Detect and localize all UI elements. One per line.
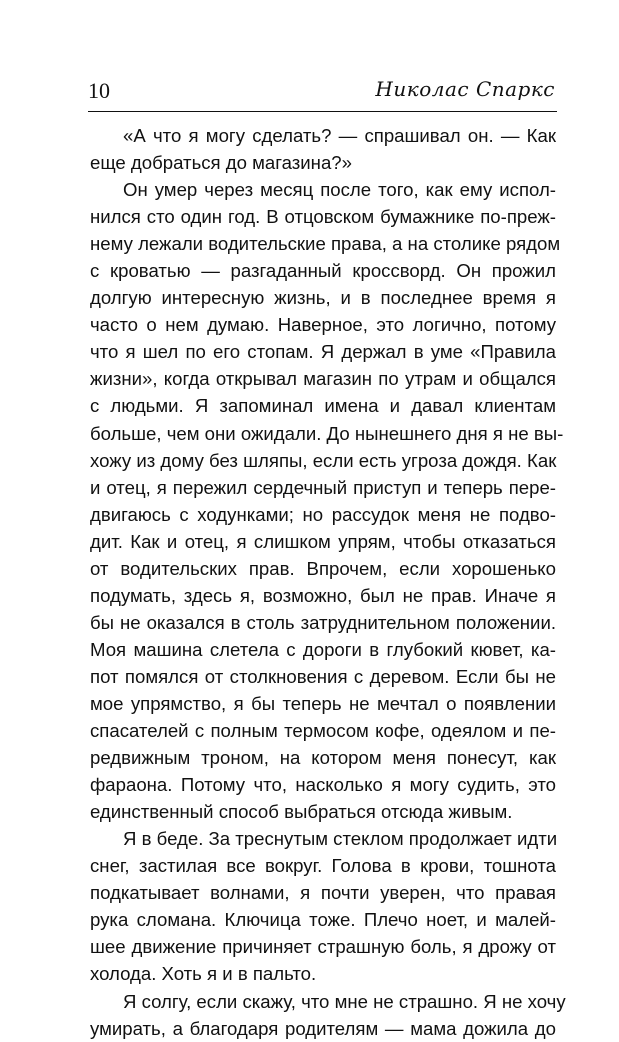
text-line: нился сто один год. В отцовском бумажнике по-преж-	[90, 206, 556, 228]
text-line: фараона. Потому что, насколько я могу судить, это	[90, 774, 556, 796]
text-line: умирать, а благодаря родителям — мама дожила до	[90, 1017, 556, 1039]
text-line: с кроватью — разгаданный кроссворд. Он прожил	[90, 260, 556, 282]
running-head-author: Николас Спаркс	[375, 77, 555, 101]
text-line: подумать, здесь я, возможно, был не прав. Иначе я	[90, 584, 556, 606]
page-number: 10	[88, 78, 110, 103]
text-line: двигаюсь с ходунками; но рассудок меня не подво-	[90, 503, 556, 525]
text-line: дит. Как и отец, я слишком упрям, чтобы отказаться	[90, 530, 556, 552]
paragraph	[90, 176, 564, 825]
text-line: бы не оказался в столь затруднительном положении.	[90, 611, 556, 633]
page-header	[88, 72, 555, 112]
text-line: долгую интересную жизнь, и в последнее время я	[90, 287, 556, 309]
text-line: Моя машина слетела с дороги в глубокий кювет, ка-	[90, 638, 556, 660]
text-line: рука сломана. Ключица тоже. Плечо ноет, и малей-	[90, 909, 556, 931]
text-line: Он умер через месяц после того, как ему испол-	[123, 179, 556, 201]
text-line: пот помялся от столкновения с деревом. Если бы не	[90, 665, 556, 687]
text-line: единственный способ выбраться отсюда живым.	[90, 801, 513, 823]
paragraph	[90, 825, 556, 987]
text-line: Я в беде. За треснутым стеклом продолжает идти	[123, 828, 558, 850]
text-line: с людьми. Я запоминал имена и давал клиентам	[90, 395, 556, 417]
text-line: редвижным троном, на котором меня понесут, как	[90, 747, 556, 769]
text-line: больше, чем они ожидали. До нынешнего дня я не вы-	[90, 422, 564, 444]
text-line: от водительских прав. Впрочем, если хорошенько	[90, 557, 556, 579]
text-line: «А что я могу сделать? — спрашивал он. — Как	[123, 125, 556, 146]
text-line: еще добраться до магазина?»	[90, 152, 352, 174]
body-text	[90, 122, 566, 1042]
text-line: хожу из дому без шляпы, если есть угроза дождя. Как	[90, 449, 557, 471]
text-line: и отец, я пережил сердечный приступ и теперь пере-	[90, 476, 556, 498]
paragraph	[90, 122, 556, 176]
text-line: снег, застилая все вокруг. Голова в крови, тошнота	[90, 855, 556, 877]
text-line: холода. Хоть я и в пальто.	[90, 963, 317, 985]
text-line: часто о нем думаю. Наверное, это логично, потому	[90, 314, 556, 336]
text-line: подкатывает волнами, я почти уверен, что правая	[90, 882, 556, 904]
text-line: что я шел по его стопам. Я держал в уме «Правила	[90, 341, 556, 363]
text-line: жизни», когда открывал магазин по утрам и общался	[90, 368, 556, 390]
text-line: нему лежали водительские права, а на столике рядом	[90, 233, 561, 255]
text-line: Я солгу, если скажу, что мне не страшно. Я не хочу	[123, 990, 566, 1012]
text-line: спасателей с полным термосом кофе, одеялом и пе-	[90, 720, 556, 742]
paragraph	[90, 988, 566, 1042]
header-rule	[88, 111, 557, 112]
text-line: шее движение причиняет страшную боль, я дрожу от	[90, 936, 556, 958]
text-line: мое упрямство, я бы теперь не мечтал о появлении	[90, 692, 556, 714]
